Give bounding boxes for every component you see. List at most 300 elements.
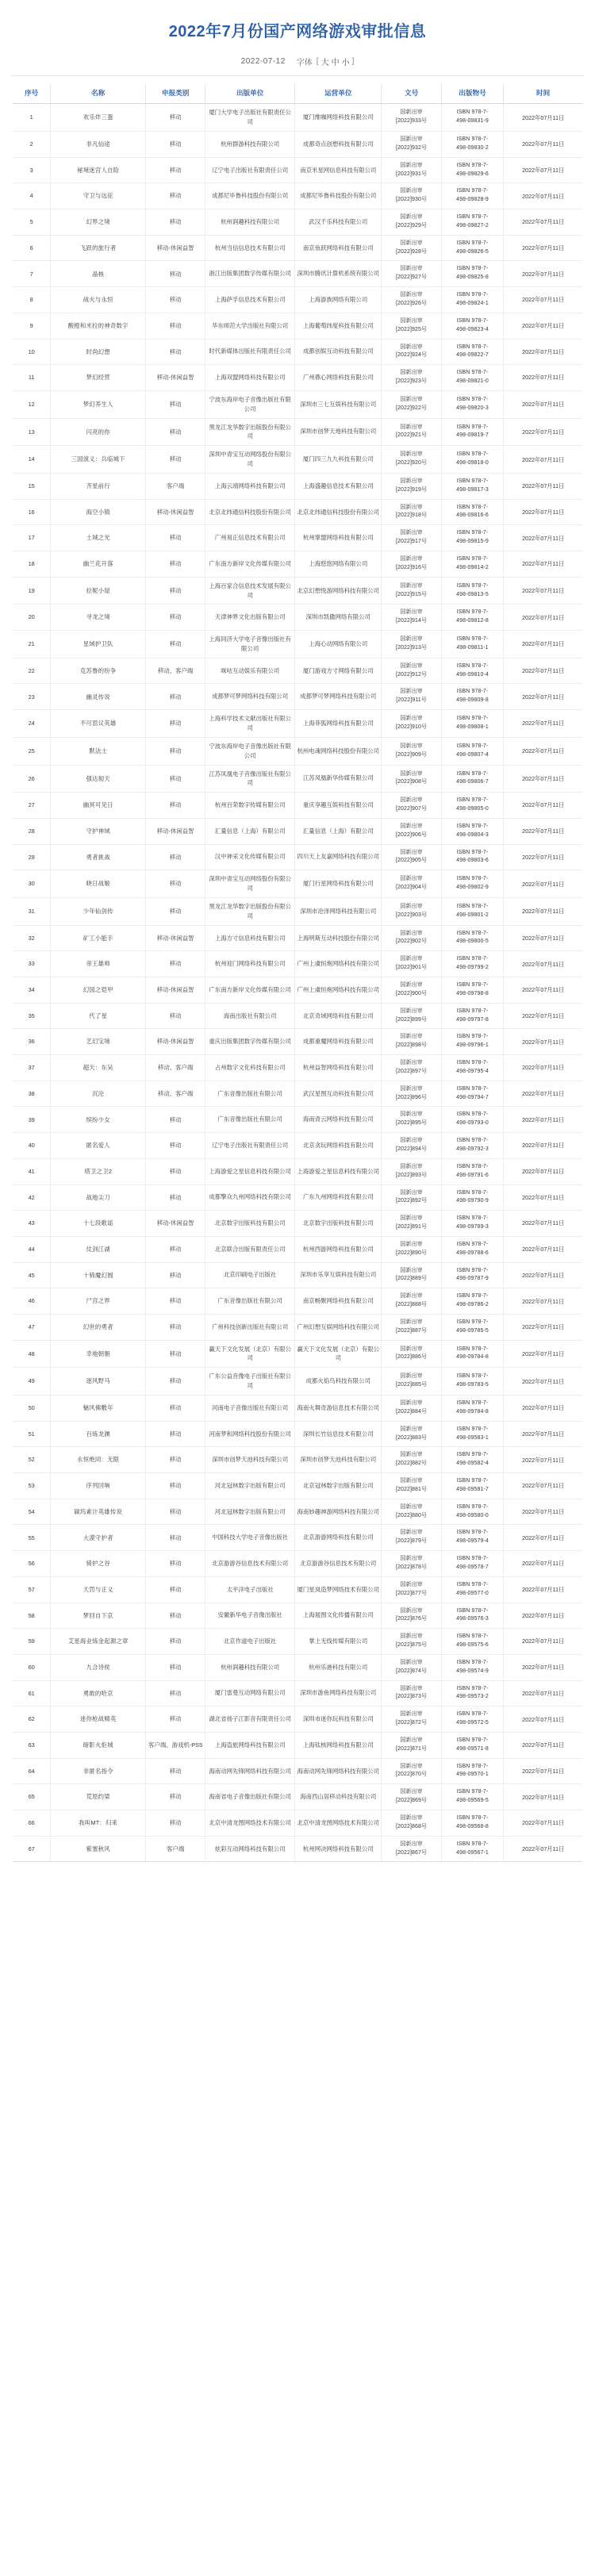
- table-row: [13, 1262, 582, 1288]
- table-row: [13, 870, 582, 898]
- cell-isbn: ISBN 978-7- 498-09823-4: [441, 313, 504, 339]
- cell-index: 51: [13, 1421, 51, 1447]
- approval-table-body: [13, 104, 582, 1862]
- cell-approval-date: 2022年07月11日: [504, 1499, 582, 1525]
- table-row: [13, 365, 582, 391]
- cell-publisher: 杭州润趣科技有限公司: [205, 209, 295, 236]
- column-header-publisher: 出版单位: [205, 84, 295, 104]
- cell-isbn: ISBN 978-7- 498-09791-6: [441, 1158, 504, 1184]
- cell-game-name: 大漠守护者: [51, 1525, 146, 1551]
- cell-category: 移动: [146, 1158, 205, 1184]
- cell-operator: 上海葡萄纬度科技有限公司: [295, 313, 382, 339]
- cell-approval-date: 2022年07月11日: [504, 446, 582, 474]
- cell-category: 移动: [146, 1107, 205, 1133]
- cell-category: 移动: [146, 1395, 205, 1422]
- cell-approval-date: 2022年07月11日: [504, 631, 582, 658]
- cell-isbn: ISBN 978-7- 498-09788-6: [441, 1236, 504, 1262]
- cell-publisher: 广东公益音像电子出版社有限公司: [205, 1368, 295, 1395]
- cell-isbn: ISBN 978-7- 498-09575-6: [441, 1629, 504, 1655]
- cell-document-number: 国新出审 [2022]899号: [382, 1003, 441, 1029]
- cell-publisher: 杭州迎门网络科技有限公司: [205, 951, 295, 977]
- cell-operator: 赢天下文化发展（北京）有限公司: [295, 1340, 382, 1368]
- cell-game-name: 幽兰花开落: [51, 551, 146, 578]
- cell-index: 57: [13, 1576, 51, 1603]
- font-size-medium-button[interactable]: 中: [331, 59, 340, 67]
- cell-approval-date: 2022年07月11日: [504, 1029, 582, 1055]
- cell-approval-date: 2022年07月11日: [504, 1421, 582, 1447]
- cell-index: 11: [13, 365, 51, 391]
- cell-approval-date: 2022年07月11日: [504, 287, 582, 313]
- cell-document-number: 国新出审 [2022]912号: [382, 658, 441, 684]
- cell-document-number: 国新出审 [2022]897号: [382, 1055, 441, 1081]
- cell-document-number: 国新出审 [2022]886号: [382, 1340, 441, 1368]
- cell-publisher: 黑龙江龙华数字出版股份有限公司: [205, 418, 295, 446]
- cell-document-number: 国新出审 [2022]882号: [382, 1447, 441, 1473]
- cell-approval-date: 2022年07月11日: [504, 313, 582, 339]
- cell-operator: 北京中清龙图网络技术有限公司: [295, 1810, 382, 1837]
- cell-document-number: 国新出审 [2022]928号: [382, 235, 441, 261]
- cell-document-number: 国新出审 [2022]902号: [382, 925, 441, 951]
- cell-index: 23: [13, 684, 51, 710]
- cell-operator: 成都梦可梦网络科技有限公司: [295, 684, 382, 710]
- cell-isbn: ISBN 978-7- 498-09811-1: [441, 631, 504, 658]
- cell-approval-date: 2022年07月11日: [504, 1784, 582, 1810]
- table-row: [13, 104, 582, 132]
- cell-approval-date: 2022年07月11日: [504, 1551, 582, 1577]
- cell-approval-date: 2022年07月11日: [504, 870, 582, 898]
- cell-publisher: 河北冠林数字出版有限公司: [205, 1499, 295, 1525]
- cell-game-name: 拉妮小屋: [51, 577, 146, 605]
- cell-document-number: 国新出审 [2022]876号: [382, 1603, 441, 1629]
- cell-isbn: ISBN 978-7- 498-09810-4: [441, 658, 504, 684]
- cell-isbn: ISBN 978-7- 498-09786-2: [441, 1288, 504, 1315]
- cell-operator: 深圳市三七互娱科技有限公司: [295, 390, 382, 418]
- cell-publisher: 广州易正信息技术有限公司: [205, 525, 295, 551]
- cell-index: 53: [13, 1473, 51, 1499]
- cell-index: 41: [13, 1158, 51, 1184]
- table-row: [13, 183, 582, 209]
- cell-publisher: 湖北省扬子江影音有限责任公司: [205, 1706, 295, 1733]
- cell-document-number: 国新出审 [2022]885号: [382, 1368, 441, 1395]
- cell-document-number: 国新出审 [2022]926号: [382, 287, 441, 313]
- bracket-right: ]: [351, 57, 355, 66]
- cell-isbn: ISBN 978-7- 498-09831-9: [441, 104, 504, 132]
- cell-approval-date: 2022年07月11日: [504, 132, 582, 158]
- cell-isbn: ISBN 978-7- 498-09803-6: [441, 844, 504, 870]
- cell-game-name: 星域护卫队: [51, 631, 146, 658]
- cell-approval-date: 2022年07月11日: [504, 765, 582, 793]
- column-header-date: 时间: [504, 84, 582, 104]
- table-row: [13, 473, 582, 499]
- cell-game-name: 幻世的勇者: [51, 1314, 146, 1340]
- cell-category: 移动: [146, 551, 205, 578]
- cell-publisher: 杭州百荣数字传媒有限公司: [205, 793, 295, 819]
- cell-approval-date: 2022年07月11日: [504, 499, 582, 525]
- cell-game-name: 幻国之铠甲: [51, 977, 146, 1004]
- cell-approval-date: 2022年07月11日: [504, 365, 582, 391]
- cell-game-name: 酸橙和米拉的神奇数字: [51, 313, 146, 339]
- cell-game-name: 十七段歌谣: [51, 1211, 146, 1237]
- cell-publisher: 上海方寸信息科技有限公司: [205, 925, 295, 951]
- cell-category: 移动-休闲益智: [146, 499, 205, 525]
- cell-category: 移动: [146, 446, 205, 474]
- cell-approval-date: 2022年07月11日: [504, 737, 582, 765]
- cell-approval-date: 2022年07月11日: [504, 1810, 582, 1837]
- cell-document-number: 国新出审 [2022]904号: [382, 870, 441, 898]
- cell-isbn: ISBN 978-7- 498-09568-8: [441, 1810, 504, 1837]
- cell-operator: 江苏凤凰新华传媒有限公司: [295, 765, 382, 793]
- cell-document-number: 国新出审 [2022]880号: [382, 1499, 441, 1525]
- cell-isbn: ISBN 978-7- 498-09573-2: [441, 1680, 504, 1706]
- column-header-index: 序号: [13, 84, 51, 104]
- cell-document-number: 国新出审 [2022]890号: [382, 1236, 441, 1262]
- cell-game-name: 我叫MT：归来: [51, 1810, 146, 1837]
- cell-isbn: ISBN 978-7- 498-09784-8: [441, 1340, 504, 1368]
- cell-category: 移动: [146, 1003, 205, 1029]
- cell-category: 移动: [146, 1576, 205, 1603]
- cell-index: 50: [13, 1395, 51, 1422]
- cell-category: 移动: [146, 418, 205, 446]
- cell-game-name: 勇敢的哈京: [51, 1680, 146, 1706]
- cell-approval-date: 2022年07月11日: [504, 818, 582, 844]
- cell-publisher: 北京游游谷信息技术有限公司: [205, 1551, 295, 1577]
- cell-index: 56: [13, 1551, 51, 1577]
- cell-publisher: 上海双盟网络科技有限公司: [205, 365, 295, 391]
- cell-game-name: 战火与永恒: [51, 287, 146, 313]
- cell-document-number: 国新出审 [2022]918号: [382, 499, 441, 525]
- cell-category: 移动-休闲益智: [146, 977, 205, 1004]
- cell-publisher: 成都梦可梦网络科技有限公司: [205, 684, 295, 710]
- table-row: [13, 1680, 582, 1706]
- cell-index: 30: [13, 870, 51, 898]
- cell-publisher: 安徽新华电子音像出版社: [205, 1603, 295, 1629]
- cell-isbn: ISBN 978-7- 498-09829-6: [441, 157, 504, 183]
- cell-document-number: 国新出审 [2022]907号: [382, 793, 441, 819]
- cell-category: 移动-休闲益智: [146, 1029, 205, 1055]
- cell-isbn: ISBN 978-7- 498-09798-8: [441, 977, 504, 1004]
- cell-index: 40: [13, 1133, 51, 1159]
- cell-index: 33: [13, 951, 51, 977]
- cell-approval-date: 2022年07月11日: [504, 104, 582, 132]
- cell-isbn: ISBN 978-7- 498-09574-9: [441, 1654, 504, 1680]
- font-size-small-button[interactable]: 小: [341, 59, 350, 67]
- cell-category: 移动: [146, 1133, 205, 1159]
- cell-publisher: 成都擎众九州网络科技有限公司: [205, 1184, 295, 1211]
- table-row: [13, 1107, 582, 1133]
- cell-approval-date: 2022年07月11日: [504, 1288, 582, 1315]
- table-row: [13, 313, 582, 339]
- cell-game-name: 十骑魔幻圆: [51, 1262, 146, 1288]
- cell-isbn: ISBN 978-7- 498-09783-5: [441, 1368, 504, 1395]
- cell-category: 移动: [146, 183, 205, 209]
- cell-category: 移动: [146, 287, 205, 313]
- cell-document-number: 国新出审 [2022]915号: [382, 577, 441, 605]
- cell-category: 客户端: [146, 1836, 205, 1862]
- cell-approval-date: 2022年07月11日: [504, 1158, 582, 1184]
- column-header-isbn: 出版物号: [441, 84, 504, 104]
- cell-isbn: ISBN 978-7- 498-09830-2: [441, 132, 504, 158]
- cell-approval-date: 2022年07月11日: [504, 1368, 582, 1395]
- bracket-left: [: [316, 57, 319, 66]
- cell-index: 52: [13, 1447, 51, 1473]
- cell-game-name: 艾星海业炼金起源之章: [51, 1629, 146, 1655]
- cell-approval-date: 2022年07月11日: [504, 1184, 582, 1211]
- cell-document-number: 国新出审 [2022]919号: [382, 473, 441, 499]
- cell-game-name: 九合诗侯: [51, 1654, 146, 1680]
- table-row: [13, 132, 582, 158]
- cell-publisher: 辽宁电子出版社有限责任公司: [205, 157, 295, 183]
- cell-operator: 重庆享趣互娱科技有限公司: [295, 793, 382, 819]
- cell-document-number: 国新出审 [2022]908号: [382, 765, 441, 793]
- cell-approval-date: 2022年07月11日: [504, 1262, 582, 1288]
- cell-publisher: 广东音像出版社有限公司: [205, 1107, 295, 1133]
- cell-index: 48: [13, 1340, 51, 1368]
- cell-publisher: 厦门雷曼互动网络有限公司: [205, 1680, 295, 1706]
- cell-document-number: 国新出审 [2022]903号: [382, 897, 441, 925]
- cell-category: 移动: [146, 1603, 205, 1629]
- cell-operator: 广州上虞恒炮网络科技有限公司: [295, 977, 382, 1004]
- cell-publisher: 成都尼毕鲁科技股份有限公司: [205, 183, 295, 209]
- cell-isbn: ISBN 978-7- 498-09581-7: [441, 1473, 504, 1499]
- cell-document-number: 国新出审 [2022]905号: [382, 844, 441, 870]
- cell-game-name: 序列回响: [51, 1473, 146, 1499]
- cell-game-name: 强达彻天: [51, 765, 146, 793]
- cell-index: 18: [13, 551, 51, 578]
- cell-isbn: ISBN 978-7- 498-09567-1: [441, 1836, 504, 1862]
- cell-isbn: ISBN 978-7- 498-09818-0: [441, 446, 504, 474]
- cell-isbn: ISBN 978-7- 498-09819-7: [441, 418, 504, 446]
- cell-index: 43: [13, 1211, 51, 1237]
- cell-operator: 深圳市创梦天池科技有限公司: [295, 1447, 382, 1473]
- cell-game-name: 少年仙剑传: [51, 897, 146, 925]
- cell-category: 移动: [146, 1758, 205, 1784]
- cell-document-number: 国新出审 [2022]909号: [382, 737, 441, 765]
- cell-publisher: 占州数字文化科技有限公司: [205, 1055, 295, 1081]
- font-size-large-button[interactable]: 大: [321, 59, 329, 67]
- cell-approval-date: 2022年07月11日: [504, 1236, 582, 1262]
- cell-category: 移动: [146, 390, 205, 418]
- cell-isbn: ISBN 978-7- 498-09812-8: [441, 605, 504, 631]
- cell-game-name: 逐风野马: [51, 1368, 146, 1395]
- cell-game-name: 闪亮的你: [51, 418, 146, 446]
- cell-index: 39: [13, 1107, 51, 1133]
- cell-operator: 北京贪玩网络科技有限公司: [295, 1133, 382, 1159]
- cell-approval-date: 2022年07月11日: [504, 209, 582, 236]
- cell-approval-date: 2022年07月11日: [504, 390, 582, 418]
- cell-approval-date: 2022年07月11日: [504, 1081, 582, 1107]
- cell-game-name: 暗影火炬城: [51, 1732, 146, 1758]
- table-row: [13, 897, 582, 925]
- cell-publisher: 炫彩互动网络科技有限公司: [205, 1836, 295, 1862]
- cell-game-name: 幽冥可见日: [51, 793, 146, 819]
- approval-table: [13, 84, 582, 1862]
- cell-isbn: ISBN 978-7- 498-09579-4: [441, 1525, 504, 1551]
- cell-category: 移动: [146, 261, 205, 287]
- cell-category: 移动、客户端: [146, 1081, 205, 1107]
- cell-category: 移动-休闲益智: [146, 365, 205, 391]
- cell-document-number: 国新出审 [2022]927号: [382, 261, 441, 287]
- table-row: [13, 261, 582, 287]
- cell-category: 移动: [146, 339, 205, 365]
- table-row: [13, 235, 582, 261]
- table-row: [13, 157, 582, 183]
- cell-game-name: 晶核: [51, 261, 146, 287]
- cell-game-name: 秘境迷宫人自险: [51, 157, 146, 183]
- cell-index: 10: [13, 339, 51, 365]
- cell-operator: 厦门星岚造梦网络技术有限公司: [295, 1576, 382, 1603]
- cell-isbn: ISBN 978-7- 498-09806-7: [441, 765, 504, 793]
- cell-document-number: 国新出审 [2022]896号: [382, 1081, 441, 1107]
- cell-operator: 深圳市创梦天地科技有限公司: [295, 418, 382, 446]
- table-row: [13, 577, 582, 605]
- cell-game-name: 超天：东吴: [51, 1055, 146, 1081]
- cell-isbn: ISBN 978-7- 498-09784-8: [441, 1395, 504, 1422]
- cell-isbn: ISBN 978-7- 498-09789-3: [441, 1211, 504, 1237]
- cell-isbn: ISBN 978-7- 498-09578-7: [441, 1551, 504, 1577]
- cell-document-number: 国新出审 [2022]900号: [382, 977, 441, 1004]
- cell-game-name: 骑护之谷: [51, 1551, 146, 1577]
- cell-category: 移动: [146, 1629, 205, 1655]
- cell-index: 28: [13, 818, 51, 844]
- cell-document-number: 国新出审 [2022]888号: [382, 1288, 441, 1315]
- cell-isbn: ISBN 978-7- 498-09815-9: [441, 525, 504, 551]
- cell-document-number: 国新出审 [2022]924号: [382, 339, 441, 365]
- table-row: [13, 339, 582, 365]
- table-row: [13, 1314, 582, 1340]
- cell-document-number: 国新出审 [2022]923号: [382, 365, 441, 391]
- cell-index: 59: [13, 1629, 51, 1655]
- cell-operator: 南京畅聚网络科技有限公司: [295, 1288, 382, 1315]
- cell-game-name: 帝王雄师: [51, 951, 146, 977]
- cell-operator: 杭州益智网络科技有限公司: [295, 1055, 382, 1081]
- cell-category: 移动-休闲益智: [146, 1211, 205, 1237]
- cell-game-name: 飞跃的旅行者: [51, 235, 146, 261]
- cell-index: 27: [13, 793, 51, 819]
- cell-approval-date: 2022年07月11日: [504, 1395, 582, 1422]
- table-row: [13, 1055, 582, 1081]
- cell-isbn: ISBN 978-7- 498-09787-9: [441, 1262, 504, 1288]
- cell-publisher: 浙江出版集团数字传媒有限公司: [205, 261, 295, 287]
- cell-category: 移动: [146, 1784, 205, 1810]
- cell-operator: 厦门游戏方寸网络有限公司: [295, 658, 382, 684]
- cell-operator: 北京游游网络科技有限公司: [295, 1525, 382, 1551]
- cell-game-name: 梦回自下京: [51, 1603, 146, 1629]
- cell-game-name: 紫塞秋风: [51, 1836, 146, 1862]
- cell-publisher: 广州科技创新出版社有限公司: [205, 1314, 295, 1340]
- cell-category: 移动: [146, 684, 205, 710]
- cell-publisher: 杭州润趣科技有限公司: [205, 1654, 295, 1680]
- cell-approval-date: 2022年07月11日: [504, 925, 582, 951]
- cell-document-number: 国新出审 [2022]872号: [382, 1706, 441, 1733]
- cell-document-number: 国新出审 [2022]893号: [382, 1158, 441, 1184]
- cell-game-name: 荒原约梁: [51, 1784, 146, 1810]
- cell-game-name: 梦幻养生人: [51, 390, 146, 418]
- cell-isbn: ISBN 978-7- 498-09797-8: [441, 1003, 504, 1029]
- cell-operator: 北京数字出版科技有限公司: [295, 1211, 382, 1237]
- cell-category: 移动: [146, 605, 205, 631]
- cell-publisher: 海南动网先锋网络科技有限公司: [205, 1758, 295, 1784]
- cell-index: 1: [13, 104, 51, 132]
- cell-document-number: 国新出审 [2022]878号: [382, 1551, 441, 1577]
- cell-game-name: 百炼龙渊: [51, 1421, 146, 1447]
- cell-category: 移动: [146, 870, 205, 898]
- cell-isbn: ISBN 978-7- 498-09800-5: [441, 925, 504, 951]
- cell-document-number: 国新出审 [2022]933号: [382, 104, 441, 132]
- cell-operator: 南京鱼跃网络科技有限公司: [295, 235, 382, 261]
- cell-index: 63: [13, 1732, 51, 1758]
- cell-operator: 深圳市腾讯计算机系统有限公司: [295, 261, 382, 287]
- document-header: [0, 0, 595, 75]
- cell-document-number: 国新出审 [2022]894号: [382, 1133, 441, 1159]
- cell-document-number: 国新出审 [2022]867号: [382, 1836, 441, 1862]
- table-row: [13, 1706, 582, 1733]
- cell-index: 55: [13, 1525, 51, 1551]
- cell-document-number: 国新出审 [2022]887号: [382, 1314, 441, 1340]
- cell-operator: 杭州电魂网络科技股份有限公司: [295, 737, 382, 765]
- cell-category: 移动: [146, 1340, 205, 1368]
- cell-operator: 杭州西游网络科技有限公司: [295, 1236, 382, 1262]
- table-row: [13, 1211, 582, 1237]
- cell-approval-date: 2022年07月11日: [504, 1758, 582, 1784]
- cell-index: 22: [13, 658, 51, 684]
- table-row: [13, 1029, 582, 1055]
- cell-approval-date: 2022年07月11日: [504, 1340, 582, 1368]
- cell-publisher: 海南出版社有限公司: [205, 1003, 295, 1029]
- cell-publisher: 宁波东海岸电子音像出版社有限公司: [205, 737, 295, 765]
- table-row: [13, 1368, 582, 1395]
- cell-document-number: 国新出审 [2022]895号: [382, 1107, 441, 1133]
- cell-isbn: ISBN 978-7- 498-09808-1: [441, 710, 504, 738]
- cell-game-name: 幽灵传说: [51, 684, 146, 710]
- cell-isbn: ISBN 978-7- 498-09809-8: [441, 684, 504, 710]
- cell-category: 移动: [146, 1236, 205, 1262]
- cell-operator: 广州幻想互娱网络科技有限公司: [295, 1314, 382, 1340]
- cell-category: 移动: [146, 1473, 205, 1499]
- cell-approval-date: 2022年07月11日: [504, 951, 582, 977]
- document-meta-bar: [24, 56, 571, 75]
- cell-approval-date: 2022年07月11日: [504, 1107, 582, 1133]
- cell-document-number: 国新出审 [2022]870号: [382, 1758, 441, 1784]
- table-row: [13, 1654, 582, 1680]
- cell-document-number: 国新出审 [2022]891号: [382, 1211, 441, 1237]
- cell-game-name: 艺幻宝境: [51, 1029, 146, 1055]
- cell-category: 移动: [146, 209, 205, 236]
- cell-category: 移动: [146, 1447, 205, 1473]
- cell-game-name: 默法士: [51, 737, 146, 765]
- cell-document-number: 国新出审 [2022]869号: [382, 1784, 441, 1810]
- cell-publisher: 中国科技大学电子音像出版社: [205, 1525, 295, 1551]
- cell-publisher: 深圳中青宝互动网络股份有限公司: [205, 446, 295, 474]
- cell-document-number: 国新出审 [2022]877号: [382, 1576, 441, 1603]
- cell-index: 8: [13, 287, 51, 313]
- cell-category: 移动: [146, 1368, 205, 1395]
- cell-isbn: ISBN 978-7- 498-09796-1: [441, 1029, 504, 1055]
- cell-game-name: 缤纷少女: [51, 1107, 146, 1133]
- cell-document-number: 国新出审 [2022]921号: [382, 418, 441, 446]
- table-row: [13, 793, 582, 819]
- cell-publisher: 河南电子音像出版社有限公司: [205, 1395, 295, 1422]
- cell-publisher: 北京北纬通信科技股份有限公司: [205, 499, 295, 525]
- cell-approval-date: 2022年07月11日: [504, 1473, 582, 1499]
- cell-category: 移动: [146, 132, 205, 158]
- table-row: [13, 551, 582, 578]
- cell-game-name: 晓日战姬: [51, 870, 146, 898]
- cell-index: 45: [13, 1262, 51, 1288]
- cell-operator: 海南青云网络科技有限公司: [295, 1107, 382, 1133]
- cell-isbn: ISBN 978-7- 498-09828-9: [441, 183, 504, 209]
- cell-isbn: ISBN 978-7- 498-09583-1: [441, 1421, 504, 1447]
- cell-approval-date: 2022年07月11日: [504, 793, 582, 819]
